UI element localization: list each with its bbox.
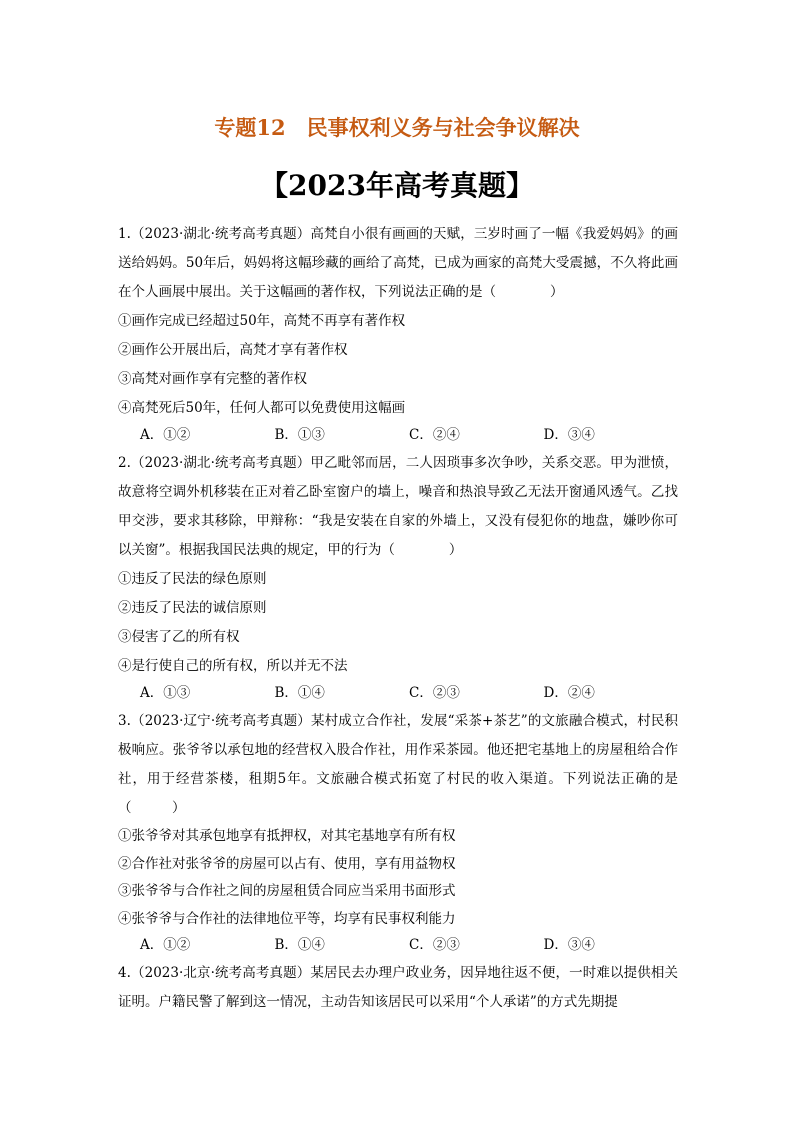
answer-choices (118, 681, 678, 705)
choice-d: D．③④ (543, 937, 595, 953)
choice-a: A．①③ (140, 685, 191, 701)
choice-b: B．①③ (274, 427, 325, 443)
statement-option: ④张爷爷与合作社的法律地位平等，均享有民事权利能力 (118, 910, 456, 927)
answer-choices (118, 423, 678, 447)
section-heading: 【2023年高考真题】 (260, 169, 534, 202)
question-stem: 2.（2023·湖北·统考高考真题）甲乙毗邻而居，二人因琐事多次争吵，关系交恶。甲为泄愤，故意将空调外机移装在正对着乙卧室窗户的墙上，噪音和热浪导致乙无法开窗通风透气。乙找甲交涉，要求其移除，甲辩称：“我是安装在自家的外墙上，又没有侵犯你的地盘，嫌吵你可以关窗”。根据我国民法典的规定，甲的行为（ ） (118, 455, 678, 558)
statement-option: ③张爷爷与合作社之间的房屋租赁合同应当采用书面形式 (118, 883, 456, 899)
statement-option: ②违反了民法的诚信原则 (118, 600, 267, 616)
choice-b: B．①④ (274, 937, 325, 953)
statement-option: ②合作社对张爷爷的房屋可以占有、使用，享有用益物权 (118, 855, 456, 872)
statement-option: ③侵害了乙的所有权 (118, 629, 240, 645)
choice-d: D．②④ (543, 685, 595, 701)
choice-a: A．①② (140, 937, 191, 953)
question-1 (118, 220, 678, 447)
question-2 (118, 449, 678, 705)
question-stem: 4.（2023·北京·统考高考真题）某居民去办理户政业务，因异地往返不便，一时难以提供相关证明。户籍民警了解到这一情况，主动告知该居民可以采用“个人承诺”的方式先期提 (118, 965, 678, 1010)
question-stem: 1.（2023·湖北·统考高考真题）高梵自小很有画画的天赋，三岁时画了一幅《我爱妈妈》的画送给妈妈。50年后，妈妈将这幅珍藏的画给了高梵，已成为画家的高梵大受震撼，不久将此画在个人画展中展出。关于这幅画的著作权，下列说法正确的是（ ） (118, 226, 678, 300)
choice-a: A．①② (140, 427, 191, 443)
choice-b: B．①④ (274, 685, 325, 701)
statement-option: ③高梵对画作享有完整的著作权 (118, 371, 307, 387)
statement-option: ①画作完成已经超过50年，高梵不再享有著作权 (118, 313, 406, 329)
question-4 (118, 959, 678, 1017)
choice-c: C．②③ (409, 937, 460, 953)
statement-option: ④高梵死后50年，任何人都可以免费使用这幅画 (118, 400, 406, 416)
choice-c: C．②④ (409, 427, 460, 443)
statement-option: ①张爷爷对其承包地享有抵押权，对其宅基地享有所有权 (118, 828, 456, 844)
statement-option: ②画作公开展出后，高梵才享有著作权 (118, 342, 348, 358)
answer-choices (118, 933, 678, 957)
statement-option: ④是行使自己的所有权，所以并无不法 (118, 658, 348, 674)
choice-d: D．③④ (543, 427, 595, 443)
statement-option: ①违反了民法的绿色原则 (118, 571, 267, 587)
choice-c: C．②③ (409, 685, 460, 701)
questions-body (118, 220, 678, 1017)
question-3 (118, 707, 678, 957)
question-stem: 3.（2023·辽宁·统考高考真题）某村成立合作社，发展“采茶+茶艺”的文旅融合模式，村民积极响应。张爷爷以承包地的经营权入股合作社，用作采茶园。他还把宅基地上的房屋租给合作社，用于经营茶楼，租期5年。文旅融合模式拓宽了村民的收入渠道。下列说法正确的是（ ） (118, 713, 678, 816)
page-title: 专题12 民事权利义务与社会争议解决 (214, 115, 580, 140)
